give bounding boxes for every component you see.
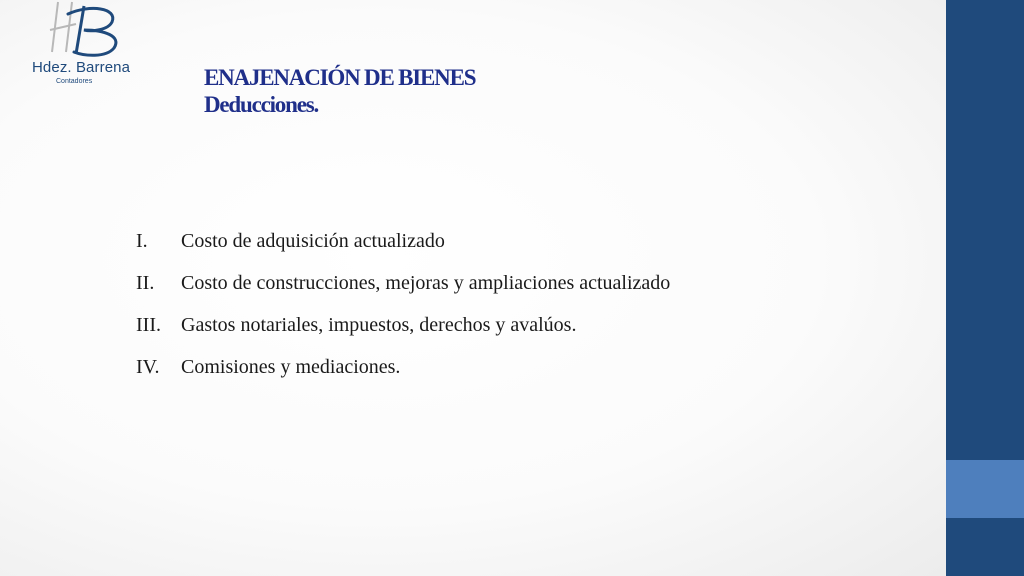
list-item-number: IV.	[136, 356, 160, 378]
company-logo	[28, 0, 138, 92]
list-item	[136, 228, 670, 270]
list-item-number: II.	[136, 272, 155, 294]
title-line-1: ENAJENACIÓN DE BIENES	[204, 65, 476, 90]
logo-name: Hdez. Barrena	[32, 59, 131, 76]
list-item-number: I.	[136, 230, 148, 252]
hb-monogram-icon	[28, 0, 138, 62]
side-bar-accent	[946, 460, 1024, 518]
list-item	[136, 270, 670, 312]
list-item-text: Gastos notariales, impuestos, derechos y avalúos.	[181, 314, 577, 336]
title-line-2: Deducciones.	[204, 92, 319, 117]
slide-title	[204, 64, 475, 118]
list-item-text: Costo de construcciones, mejoras y ampliaciones actualizado	[181, 272, 671, 294]
list-item-text: Comisiones y mediaciones.	[181, 356, 401, 378]
list-item	[136, 312, 670, 354]
list-item-text: Costo de adquisición actualizado	[181, 230, 445, 252]
deductions-list	[136, 228, 670, 396]
logo-subtitle: Contadores	[56, 78, 93, 85]
list-item	[136, 354, 670, 396]
side-bar	[946, 0, 1024, 576]
list-item-number: III.	[136, 314, 161, 336]
